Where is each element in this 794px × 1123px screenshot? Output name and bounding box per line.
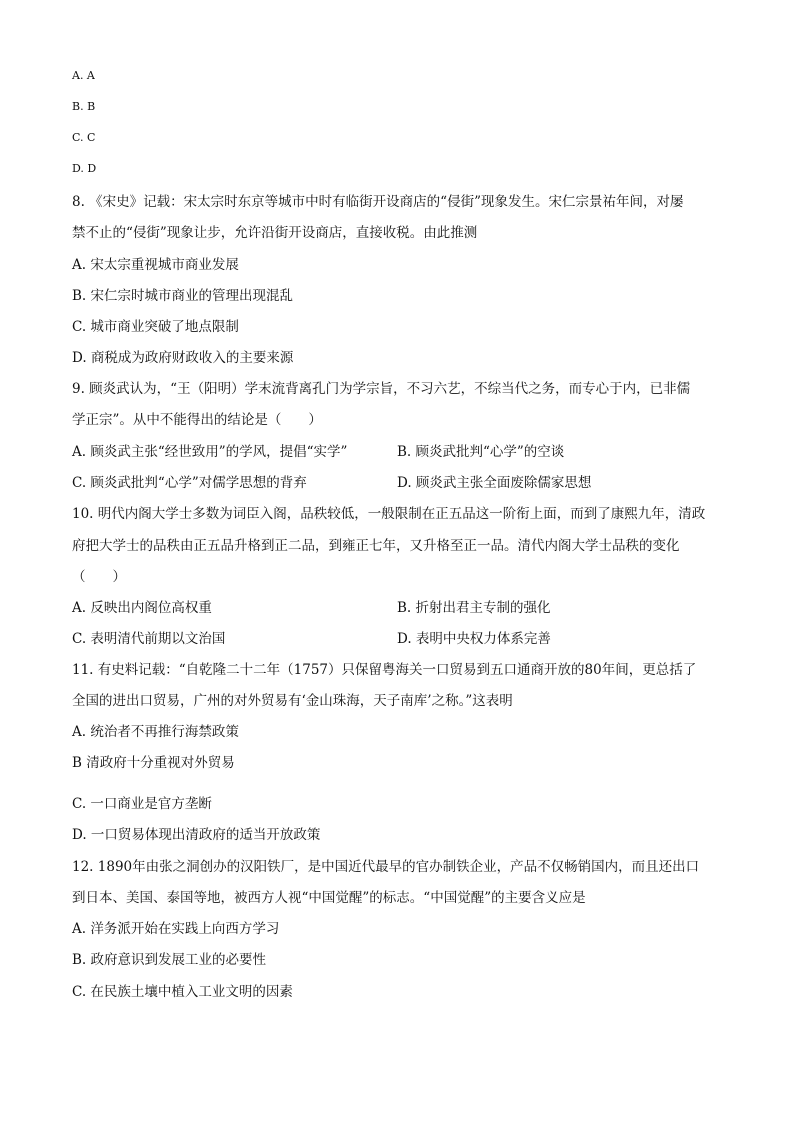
q8-option-c: C. 城市商业突破了地点限制	[72, 319, 239, 335]
q8-stem-line1: 8. 《宋史》记载：宋太宗时东京等城市中时有临街开设商店的“侵街”现象发生。宋仁宗景祐年间，对屡	[72, 194, 684, 210]
q8-stem-line2: 禁不止的“侵街”现象让步，允许沿街开设商店，直接收税。由此推测	[72, 225, 478, 241]
q12-option-a: A. 洋务派开始在实践上向西方学习	[72, 921, 280, 937]
q12-stem-line1: 12. 1890年由张之洞创办的汉阳铁厂，是中国近代最早的官办制铁企业，产品不仅畅销国内，而且还出口	[72, 859, 700, 875]
q7-option-b: B. B	[72, 100, 96, 113]
q10-option-a: A. 反映出内阁位高权重	[72, 600, 212, 616]
q8-option-b: B. 宋仁宗时城市商业的管理出现混乱	[72, 288, 294, 304]
q9-stem-line1: 9. 顾炎武认为，“王（阳明）学末流背离孔门为学宗旨，不习六艺，不综当代之务，而专心于内，已非儒	[72, 381, 691, 397]
q7-option-c: C. C	[72, 131, 96, 144]
q11-option-d: D. 一口贸易体现出清政府的适当开放政策	[72, 827, 321, 843]
q9-option-d: D. 顾炎武主张全面废除儒家思想	[397, 475, 592, 491]
q9-option-a: A. 顾炎武主张“经世致用”的学风，提倡“实学”	[72, 444, 348, 460]
q9-option-b: B. 顾炎武批判“心学”的空谈	[397, 444, 565, 460]
q11-stem-line1: 11. 有史料记载：“自乾隆二十二年（1757）只保留粤海关一口贸易到五口通商开放的80年间，更总括了	[72, 662, 697, 678]
q11-option-b: B 清政府十分重视对外贸易	[72, 755, 235, 771]
q10-option-b: B. 折射出君主专制的强化	[397, 600, 551, 616]
q9-stem-line2: 学正宗”。从中不能得出的结论是（ ）	[72, 412, 322, 428]
q11-stem-line2: 全国的进出口贸易，广州的对外贸易有‘金山珠海，天子南库’之称。”这表明	[72, 693, 513, 709]
q10-stem-line2: 府把大学士的品秩由正五品升格到正二品，到雍正七年，又升格至正一品。清代内阁大学士品秩的变化	[72, 538, 680, 554]
q9-option-c: C. 顾炎武批判“心学”对儒学思想的背弃	[72, 475, 307, 491]
q10-option-c: C. 表明清代前期以文治国	[72, 631, 226, 647]
q12-option-c: C. 在民族土壤中植入工业文明的因素	[72, 984, 293, 1000]
q10-option-d: D. 表明中央权力体系完善	[397, 631, 551, 647]
q10-stem-line3: （ ）	[72, 569, 126, 585]
q11-option-a: A. 统治者不再推行海禁政策	[72, 724, 239, 740]
q12-option-b: B. 政府意识到发展工业的必要性	[72, 952, 267, 968]
q7-option-a: A. A	[72, 69, 95, 82]
q10-stem-line1: 10. 明代内阁大学士多数为词臣入阁，品秩较低，一般限制在正五品这一阶衔上面，而到了康熙九年，清政	[72, 506, 706, 522]
q7-option-d: D. D	[72, 162, 97, 175]
q12-stem-line2: 到日本、美国、泰国等地，被西方人视“中国觉醒”的标志。“中国觉醒”的主要含义应是	[72, 890, 586, 906]
q8-option-a: A. 宋太宗重视城市商业发展	[72, 257, 239, 273]
q8-option-d: D. 商税成为政府财政收入的主要来源	[72, 350, 294, 366]
q11-option-c: C. 一口商业是官方垄断	[72, 796, 212, 812]
